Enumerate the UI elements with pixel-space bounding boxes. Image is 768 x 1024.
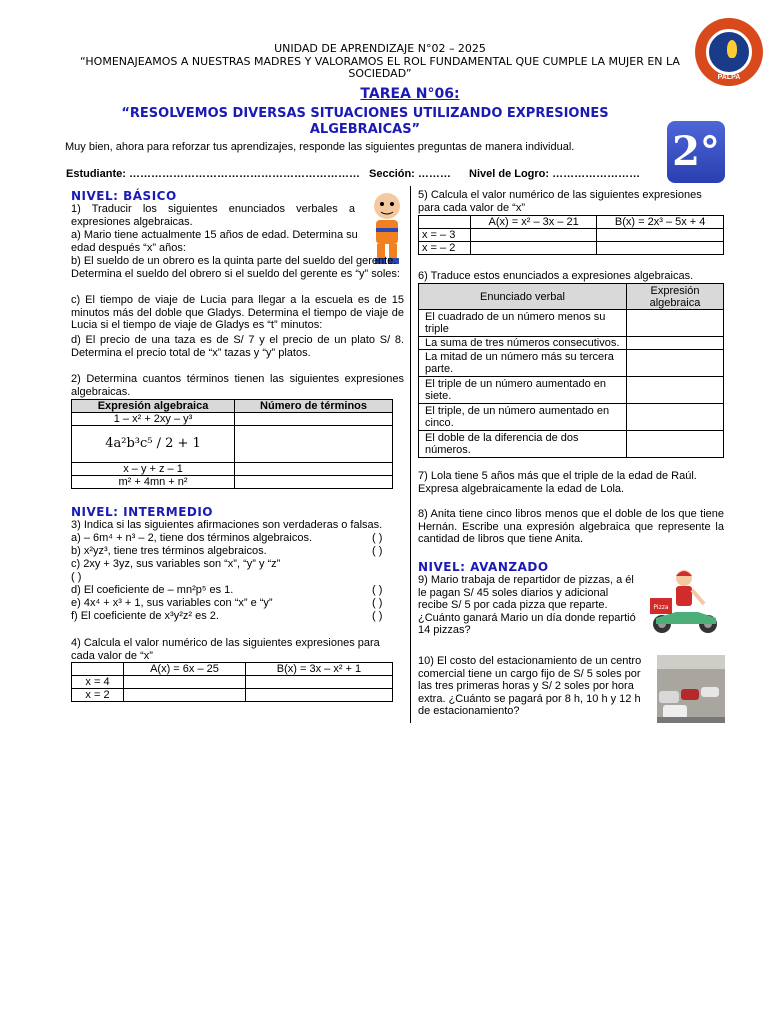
table-row: 1 – x² + 2xy – y³ — [72, 413, 393, 426]
table-header: Expresión algebraica — [72, 400, 235, 413]
q2-intro: 2) Determina cuantos términos tienen las siguientes expresiones algebraicas. — [71, 373, 404, 398]
grade-badge: 2° — [667, 121, 725, 183]
q1-c: c) El tiempo de viaje de Lucia para llegar a la escuela es de 15 minutos más del doble que Gladys. Determina el tiempo de viaje de Lucia si el tiempo de viaje de Gladys es “t” minutos: — [71, 294, 404, 332]
q5-table — [418, 215, 724, 255]
table-row: x = 2 — [72, 689, 393, 702]
q9: 9) Mario trabaja de repartidor de pizzas, a él le pagan S/ 45 soles diarios y adicional recibe S/ 5 por cada pizza que reparte. ¿Cuánto ganará Mario un día donde repartió 14 pizzas? — [418, 574, 636, 637]
q3-intro: 3) Indica si las siguientes afirmaciones son verdaderas o falsas. — [71, 519, 383, 531]
school-logo: PALPA — [695, 18, 763, 86]
q4-table — [71, 662, 393, 702]
table-row: La mitad de un número más su tercera parte. — [419, 350, 724, 377]
level-intermediate: NIVEL: INTERMEDIO — [71, 505, 214, 519]
table-row: 4a²b³c⁵ / 2 + 1 — [72, 426, 393, 463]
delivery-illustration — [646, 568, 724, 636]
q1-b: b) El sueldo de un obrero es la quinta parte del sueldo del gerente. Determina el sueldo del obrero si el sueldo del gerente es “y” soles: — [71, 255, 400, 280]
column-divider — [410, 186, 411, 723]
q2-table — [71, 399, 393, 489]
table-header: A(x) = x² – 3x – 21 — [471, 216, 597, 229]
table-header: Enunciado verbal — [419, 284, 627, 310]
q3-item: c) 2xy + 3yz, sus variables son “x”, “y” y “z” — [71, 558, 281, 570]
q1-d: d) El precio de una taza es de S/ 7 y el precio de un plato S/ 8. Determina el precio total de “x” tazas y “y” platos. — [71, 334, 404, 359]
answer-blank[interactable]: ( ) — [372, 597, 383, 609]
table-row: El cuadrado de un número menos su triple — [419, 310, 724, 337]
answer-blank[interactable]: ( ) — [372, 545, 383, 557]
table-row: x = 4 — [72, 676, 393, 689]
q5-intro: 5) Calcula el valor numérico de las siguientes expresiones para cada valor de “x” — [418, 189, 702, 214]
table-row: x – y + z – 1 — [72, 463, 393, 476]
q1-intro: 1) Traducir los siguientes enunciados verbales a expresiones algebraicas. — [71, 203, 355, 228]
answer-blank[interactable]: ( ) — [71, 571, 82, 583]
section-field[interactable]: Sección: ……… — [369, 168, 451, 180]
intro-text: Muy bien, ahora para reforzar tus aprendizajes, responde las siguientes preguntas de manera individual. — [65, 141, 575, 153]
q6-table — [418, 283, 724, 458]
subtitle: “RESOLVEMOS DIVERSAS SITUACIONES UTILIZANDO EXPRESIONES ALGEBRAICAS” — [121, 106, 609, 137]
q1-a: a) Mario tiene actualmente 15 años de edad. Determina su edad después “x” años: — [71, 229, 358, 254]
table-header: Número de términos — [235, 400, 393, 413]
torch-icon — [727, 40, 737, 58]
q4-intro: 4) Calcula el valor numérico de las siguientes expresiones para cada valor de “x” — [71, 637, 380, 662]
motto: “HOMENAJEAMOS A NUESTRAS MADRES Y VALORAMOS EL ROL FUNDAMENTAL QUE CUMPLE LA MUJER EN LA SOCIEDAD” — [80, 55, 680, 80]
parking-illustration — [657, 655, 725, 723]
q3-item: d) El coeficiente de – mn²p⁵ es 1. — [71, 584, 234, 596]
q6-intro: 6) Traduce estos enunciados a expresiones algebraicas. — [418, 270, 694, 282]
table-row: El triple, de un número aumentado en cinco. — [419, 404, 724, 431]
q3-item: f) El coeficiente de x³y²z² es 2. — [71, 610, 219, 622]
table-row: m² + 4mn + n² — [72, 476, 393, 489]
q10: 10) El costo del estacionamiento de un centro comercial tiene un cargo fijo de S/ 5 soles por las tres primeras horas y S/ 2 soles por hora extra. ¿Cuánto se pagará por 8 h, 10 h y 12 h de estacionamiento? — [418, 655, 642, 718]
q3-item: e) 4x⁴ + x³ + 1, sus variables con “x” e “y” — [71, 597, 273, 609]
table-row: El doble de la diferencia de dos números. — [419, 431, 724, 458]
level-basic: NIVEL: BÁSICO — [71, 189, 177, 203]
level-advanced: NIVEL: AVANZADO — [418, 560, 549, 574]
table-header: A(x) = 6x – 25 — [124, 663, 246, 676]
table-header: Expresión algebraica — [627, 284, 724, 310]
table-row: El triple de un número aumentado en siete. — [419, 377, 724, 404]
table-row: x = – 3 — [419, 229, 724, 242]
table-row: La suma de tres números consecutivos. — [419, 337, 724, 350]
q8: 8) Anita tiene cinco libros menos que el doble de los que tiene Hernán. Escribe una expresión algebraica que represente la cantidad de libros que tiene Anita. — [418, 508, 724, 546]
answer-blank[interactable]: ( ) — [372, 584, 383, 596]
student-field[interactable]: Estudiante: ……………………………………………………… — [66, 168, 360, 180]
q3-item: b) x²yz³, tiene tres términos algebraicos. — [71, 545, 267, 557]
table-row: x = – 2 — [419, 242, 724, 255]
q3-item: a) – 6m⁴ + n³ – 2, tiene dos términos algebraicos. — [71, 532, 313, 544]
unit-title: UNIDAD DE APRENDIZAJE N°02 – 2025 — [274, 42, 486, 55]
q7: 7) Lola tiene 5 años más que el triple de la edad de Raúl. Expresa algebraicamente la edad de Lola. — [418, 470, 697, 495]
svg-text:Pizza: Pizza — [653, 604, 669, 611]
answer-blank[interactable]: ( ) — [372, 610, 383, 622]
table-header: B(x) = 3x – x² + 1 — [245, 663, 392, 676]
answer-blank[interactable]: ( ) — [372, 532, 383, 544]
level-field[interactable]: Nivel de Logro: …………………… — [469, 168, 641, 180]
table-header: B(x) = 2x³ – 5x + 4 — [597, 216, 724, 229]
tarea-title: TAREA N°06: — [360, 86, 460, 102]
